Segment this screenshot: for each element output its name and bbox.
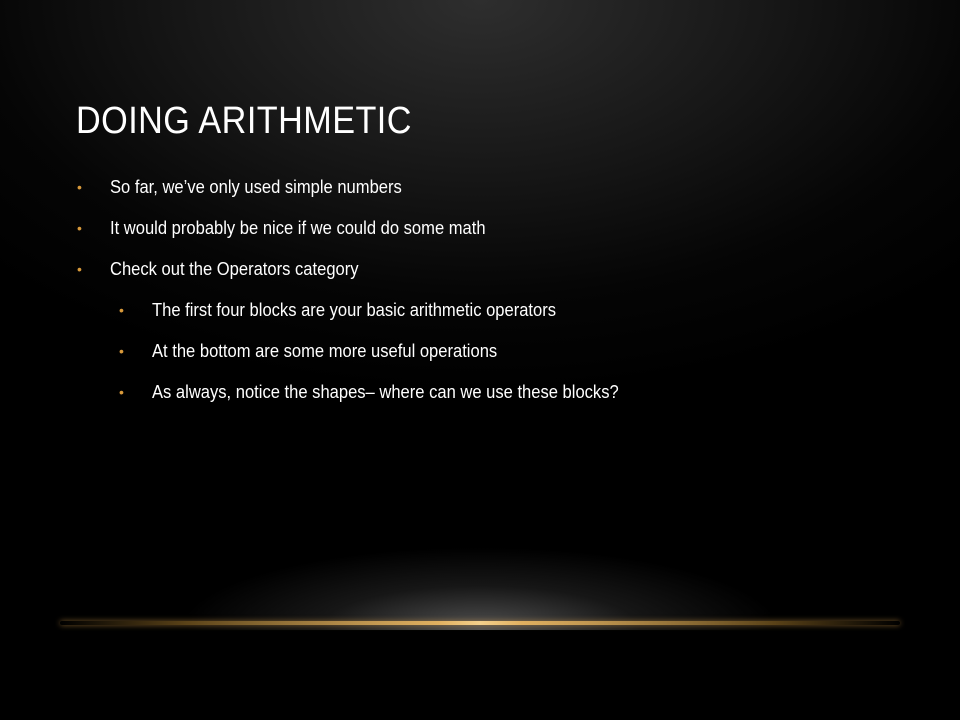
sub-bullet-item (76, 299, 659, 340)
bullet-item (76, 176, 659, 217)
bullet-dot-icon: • (77, 179, 82, 195)
bullet-dot-icon: • (119, 384, 124, 400)
sub-bullet-text: The first four blocks are your basic arithmetic operators (152, 300, 557, 320)
floor-glow (80, 520, 880, 630)
gold-horizon-line (60, 621, 900, 625)
bullet-dot-icon: • (119, 302, 124, 318)
sub-bullet-item (76, 340, 659, 381)
slide-title: DOING ARITHMETIC (76, 100, 412, 142)
bullet-text: So far, we’ve only used simple numbers (110, 177, 402, 197)
bullet-dot-icon: • (119, 343, 124, 359)
sub-bullet-item (76, 381, 659, 422)
bullet-dot-icon: • (77, 261, 82, 277)
bullet-list (76, 176, 659, 422)
sub-bullet-text: At the bottom are some more useful operations (152, 341, 498, 361)
sub-bullet-text: As always, notice the shapes– where can we use these blocks? (152, 382, 619, 402)
bullet-item (76, 217, 659, 258)
bullet-dot-icon: • (77, 220, 82, 236)
bullet-text: It would probably be nice if we could do some math (110, 218, 486, 238)
bullet-text: Check out the Operators category (110, 259, 359, 279)
bullet-item (76, 258, 659, 299)
